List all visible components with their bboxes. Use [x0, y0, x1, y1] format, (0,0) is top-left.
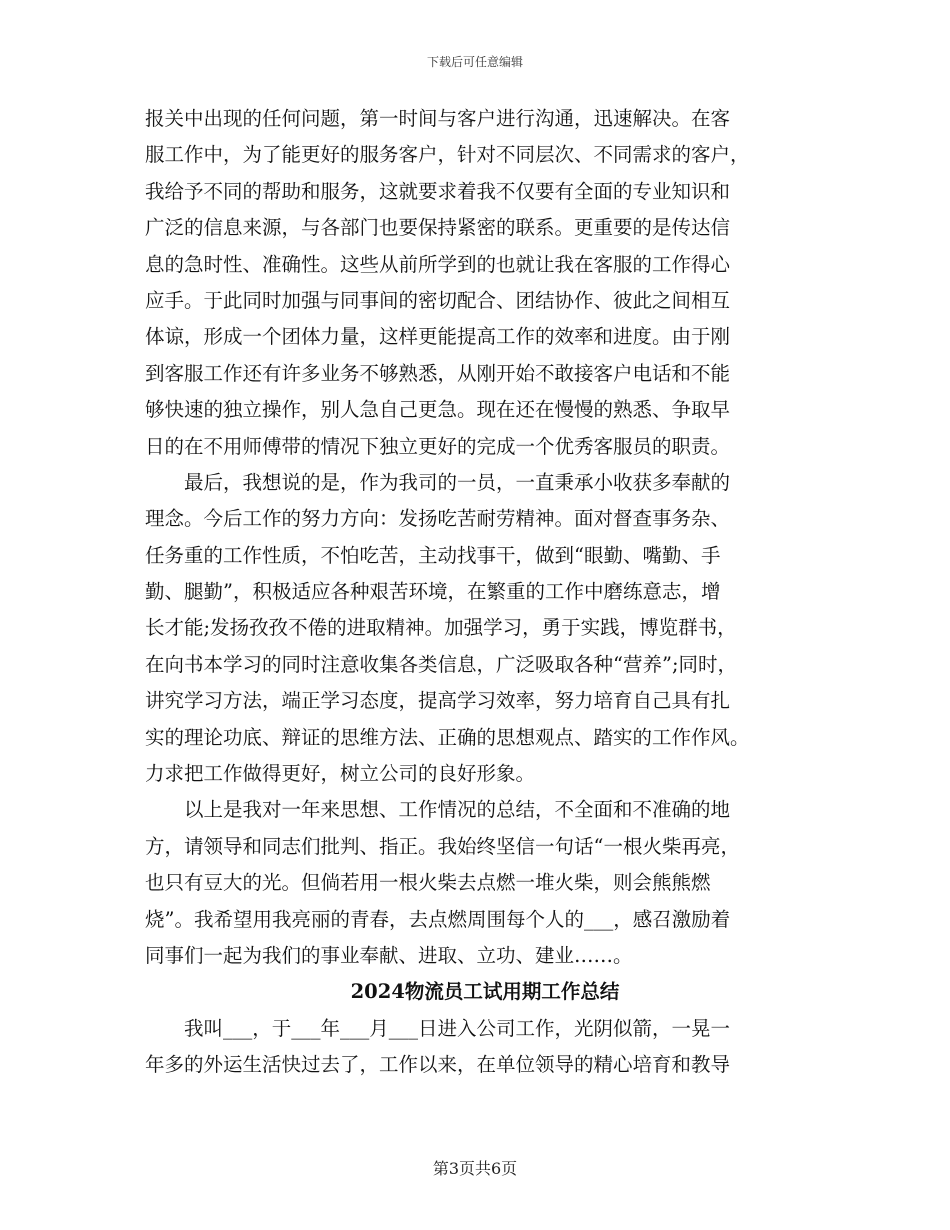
text-line: 应手。于此同时加强与同事间的密切配合、团结协作、彼此之间相互 [145, 288, 731, 312]
text-line: 以上是我对一年来思想、工作情况的总结，不全面和不准确的地 [184, 798, 731, 822]
text-line: 也只有豆大的光。但倘若用一根火柴去点燃一堆火柴，则会熊熊燃 [145, 871, 711, 895]
text-line: 在向书本学习的同时注意收集各类信息，广泛吸取各种“营养”;同时， [145, 652, 738, 676]
document-body [145, 101, 825, 1084]
section-heading: 2024物流员工试用期工作总结 [350, 980, 620, 1004]
text-line: 体谅，形成一个团体力量，这样更能提高工作的效率和进度。由于刚 [145, 325, 731, 349]
text-line: 够快速的独立操作，别人急自己更急。现在还在慢慢的熟悉、争取早 [145, 398, 731, 422]
page-header: 下载后可任意编辑 [426, 55, 523, 69]
text-line: 到客服工作还有许多业务不够熟悉，从刚开始不敢接客户电话和不能 [145, 361, 731, 385]
text-line: 理念。今后工作的努力方向：发扬吃苦耐劳精神。面对督查事务杂、 [145, 507, 731, 531]
text-line: 勤、腿勤”，积极适应各种艰苦环境，在繁重的工作中磨练意志，增 [145, 580, 721, 604]
text-line: 报关中出现的任何问题，第一时间与客户进行沟通，迅速解决。在客 [145, 107, 731, 130]
page-footer: 第3页共6页 [432, 1159, 518, 1178]
text-line: 我给予不同的帮助和服务，这就要求着我不仅要有全面的专业知识和 [145, 179, 731, 203]
text-line: 任务重的工作性质，不怕吃苦，主动找事干，做到“眼勤、嘴勤、手 [145, 543, 721, 567]
text-line: 日的在不用师傅带的情况下独立更好的完成一个优秀客服员的职责。 [145, 434, 731, 458]
text-line: 方，请领导和同志们批判、指正。我始终坚信一句话“一根火柴再亮， [145, 834, 740, 858]
text-line: 实的理论功底、辩证的思维方法、正确的思想观点、踏实的工作作风。 [145, 725, 750, 749]
text-line: 年多的外运生活快过去了，工作以来，在单位领导的精心培育和教导 [145, 1053, 731, 1077]
text-line: 息的急时性、准确性。这些从前所学到的也就让我在客服的工作得心 [145, 252, 731, 276]
text-line: 力求把工作做得更好，树立公司的良好形象。 [145, 762, 536, 786]
text-line: 讲究学习方法，端正学习态度，提高学习效率，努力培育自己具有扎 [145, 689, 731, 713]
text-line: 烧”。我希望用我亮丽的青春，去点燃周围每个人的___，感召激励着 [145, 907, 731, 931]
text-line: 广泛的信息来源，与各部门也要保持紧密的联系。更重要的是传达信 [145, 216, 731, 240]
text-line: 同事们一起为我们的事业奉献、进取、立功、建业……。 [145, 943, 633, 967]
text-line: 最后，我想说的是，作为我司的一员，一直秉承小收获多奉献的 [184, 470, 731, 494]
text-line: 服工作中，为了能更好的服务客户，针对不同层次、不同需求的客户， [145, 143, 750, 167]
text-line: 长才能;发扬孜孜不倦的进取精神。加强学习，勇于实践，博览群书， [145, 616, 737, 640]
text-line: 我叫___，于___年___月___日进入公司工作，光阴似箭，一晃一 [184, 1016, 731, 1040]
